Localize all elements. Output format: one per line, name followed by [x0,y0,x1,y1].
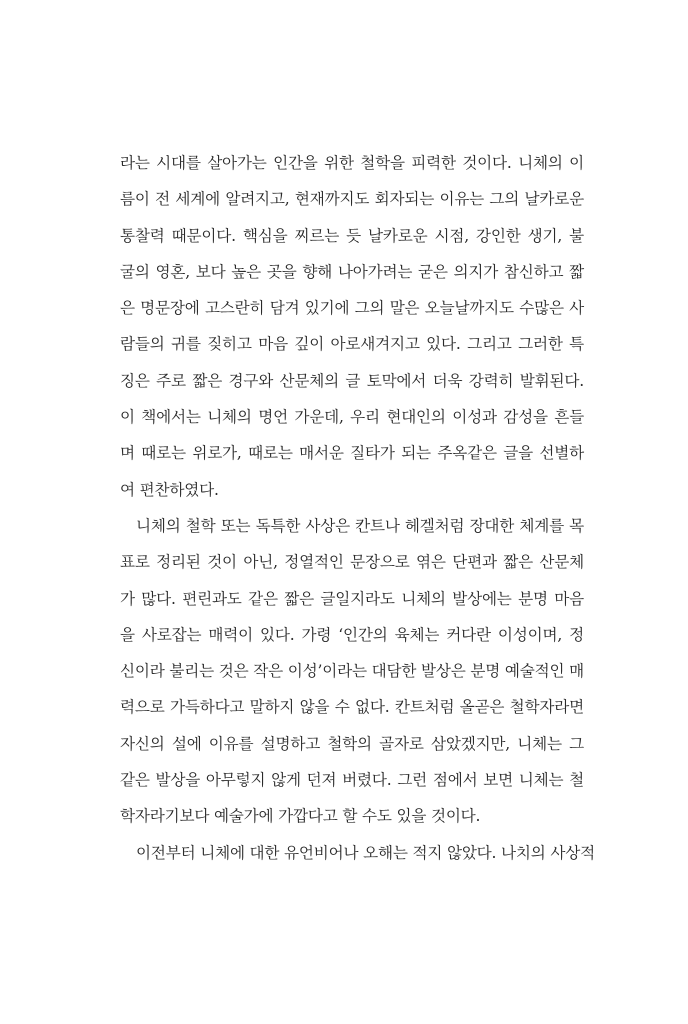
text-line: 신이라 불리는 것은 작은 이성’이라는 대담한 발상은 분명 예술적인 매 [120,662,584,681]
text-line: 람들의 귀를 짖히고 마음 깊이 아로새겨지고 있다. 그리고 그러한 특 [120,335,584,354]
text-line: 며 때로는 위로가, 때로는 매서운 질타가 되는 주옥같은 글을 선별하 [120,444,584,463]
text-line: 을 사로잡는 매력이 있다. 가령 ‘인간의 육체는 커다란 이성이며, 정 [120,625,584,644]
text-line: 굴의 영혼, 보다 높은 곳을 향해 나아가려는 굳은 의지가 참신하고 짧 [120,262,584,281]
document-page [120,145,595,871]
text-line: 력으로 가득하다고 말하지 않을 수 없다. 칸트처럼 올곧은 철학자라면 [120,698,584,717]
text-line: 여 편찬하였다. [120,480,219,499]
paragraph-1 [120,145,584,508]
text-line: 름이 전 세계에 알려지고, 현재까지도 회자되는 이유는 그의 날카로운 [120,190,584,209]
paragraph-3 [120,835,595,871]
text-line: 은 명문장에 고스란히 담겨 있기에 그의 말은 오늘날까지도 수많은 사 [120,299,584,318]
text-line: 가 많다. 편린과도 같은 짧은 글일지라도 니체의 발상에는 분명 마음 [120,589,584,608]
text-line: 라는 시대를 살아가는 인간을 위한 철학을 피력한 것이다. 니체의 이 [120,154,584,172]
text-line: 학자라기보다 예술가에 가깝다고 할 수도 있을 것이다. [120,807,481,826]
paragraph-2 [120,508,584,835]
text-line: 징은 주로 짧은 경구와 산문체의 글 토막에서 더욱 강력히 발휘된다. [120,371,584,390]
text-line: 이 책에서는 니체의 명언 가운데, 우리 현대인의 이성과 감성을 흔들 [120,408,584,427]
text-line: 표로 정리된 것이 아닌, 정열적인 문장으로 엮은 단편과 짧은 산문체 [120,553,584,572]
text-line: 이전부터 니체에 대한 유언비어나 오해는 적지 않았다. 나치의 사상적 [136,843,595,862]
text-line: 같은 발상을 아무렇지 않게 던져 버렸다. 그런 점에서 보면 니체는 철 [120,771,584,790]
text-line: 통찰력 때문이다. 핵심을 찌르는 듯 날카로운 시점, 강인한 생기, 불 [120,226,584,245]
text-line: 니체의 철학 또는 독특한 사상은 칸트나 헤겔처럼 장대한 체계를 목 [136,516,584,535]
text-line: 자신의 설에 이유를 설명하고 철학의 골자로 삼았겠지만, 니체는 그 [120,734,584,753]
